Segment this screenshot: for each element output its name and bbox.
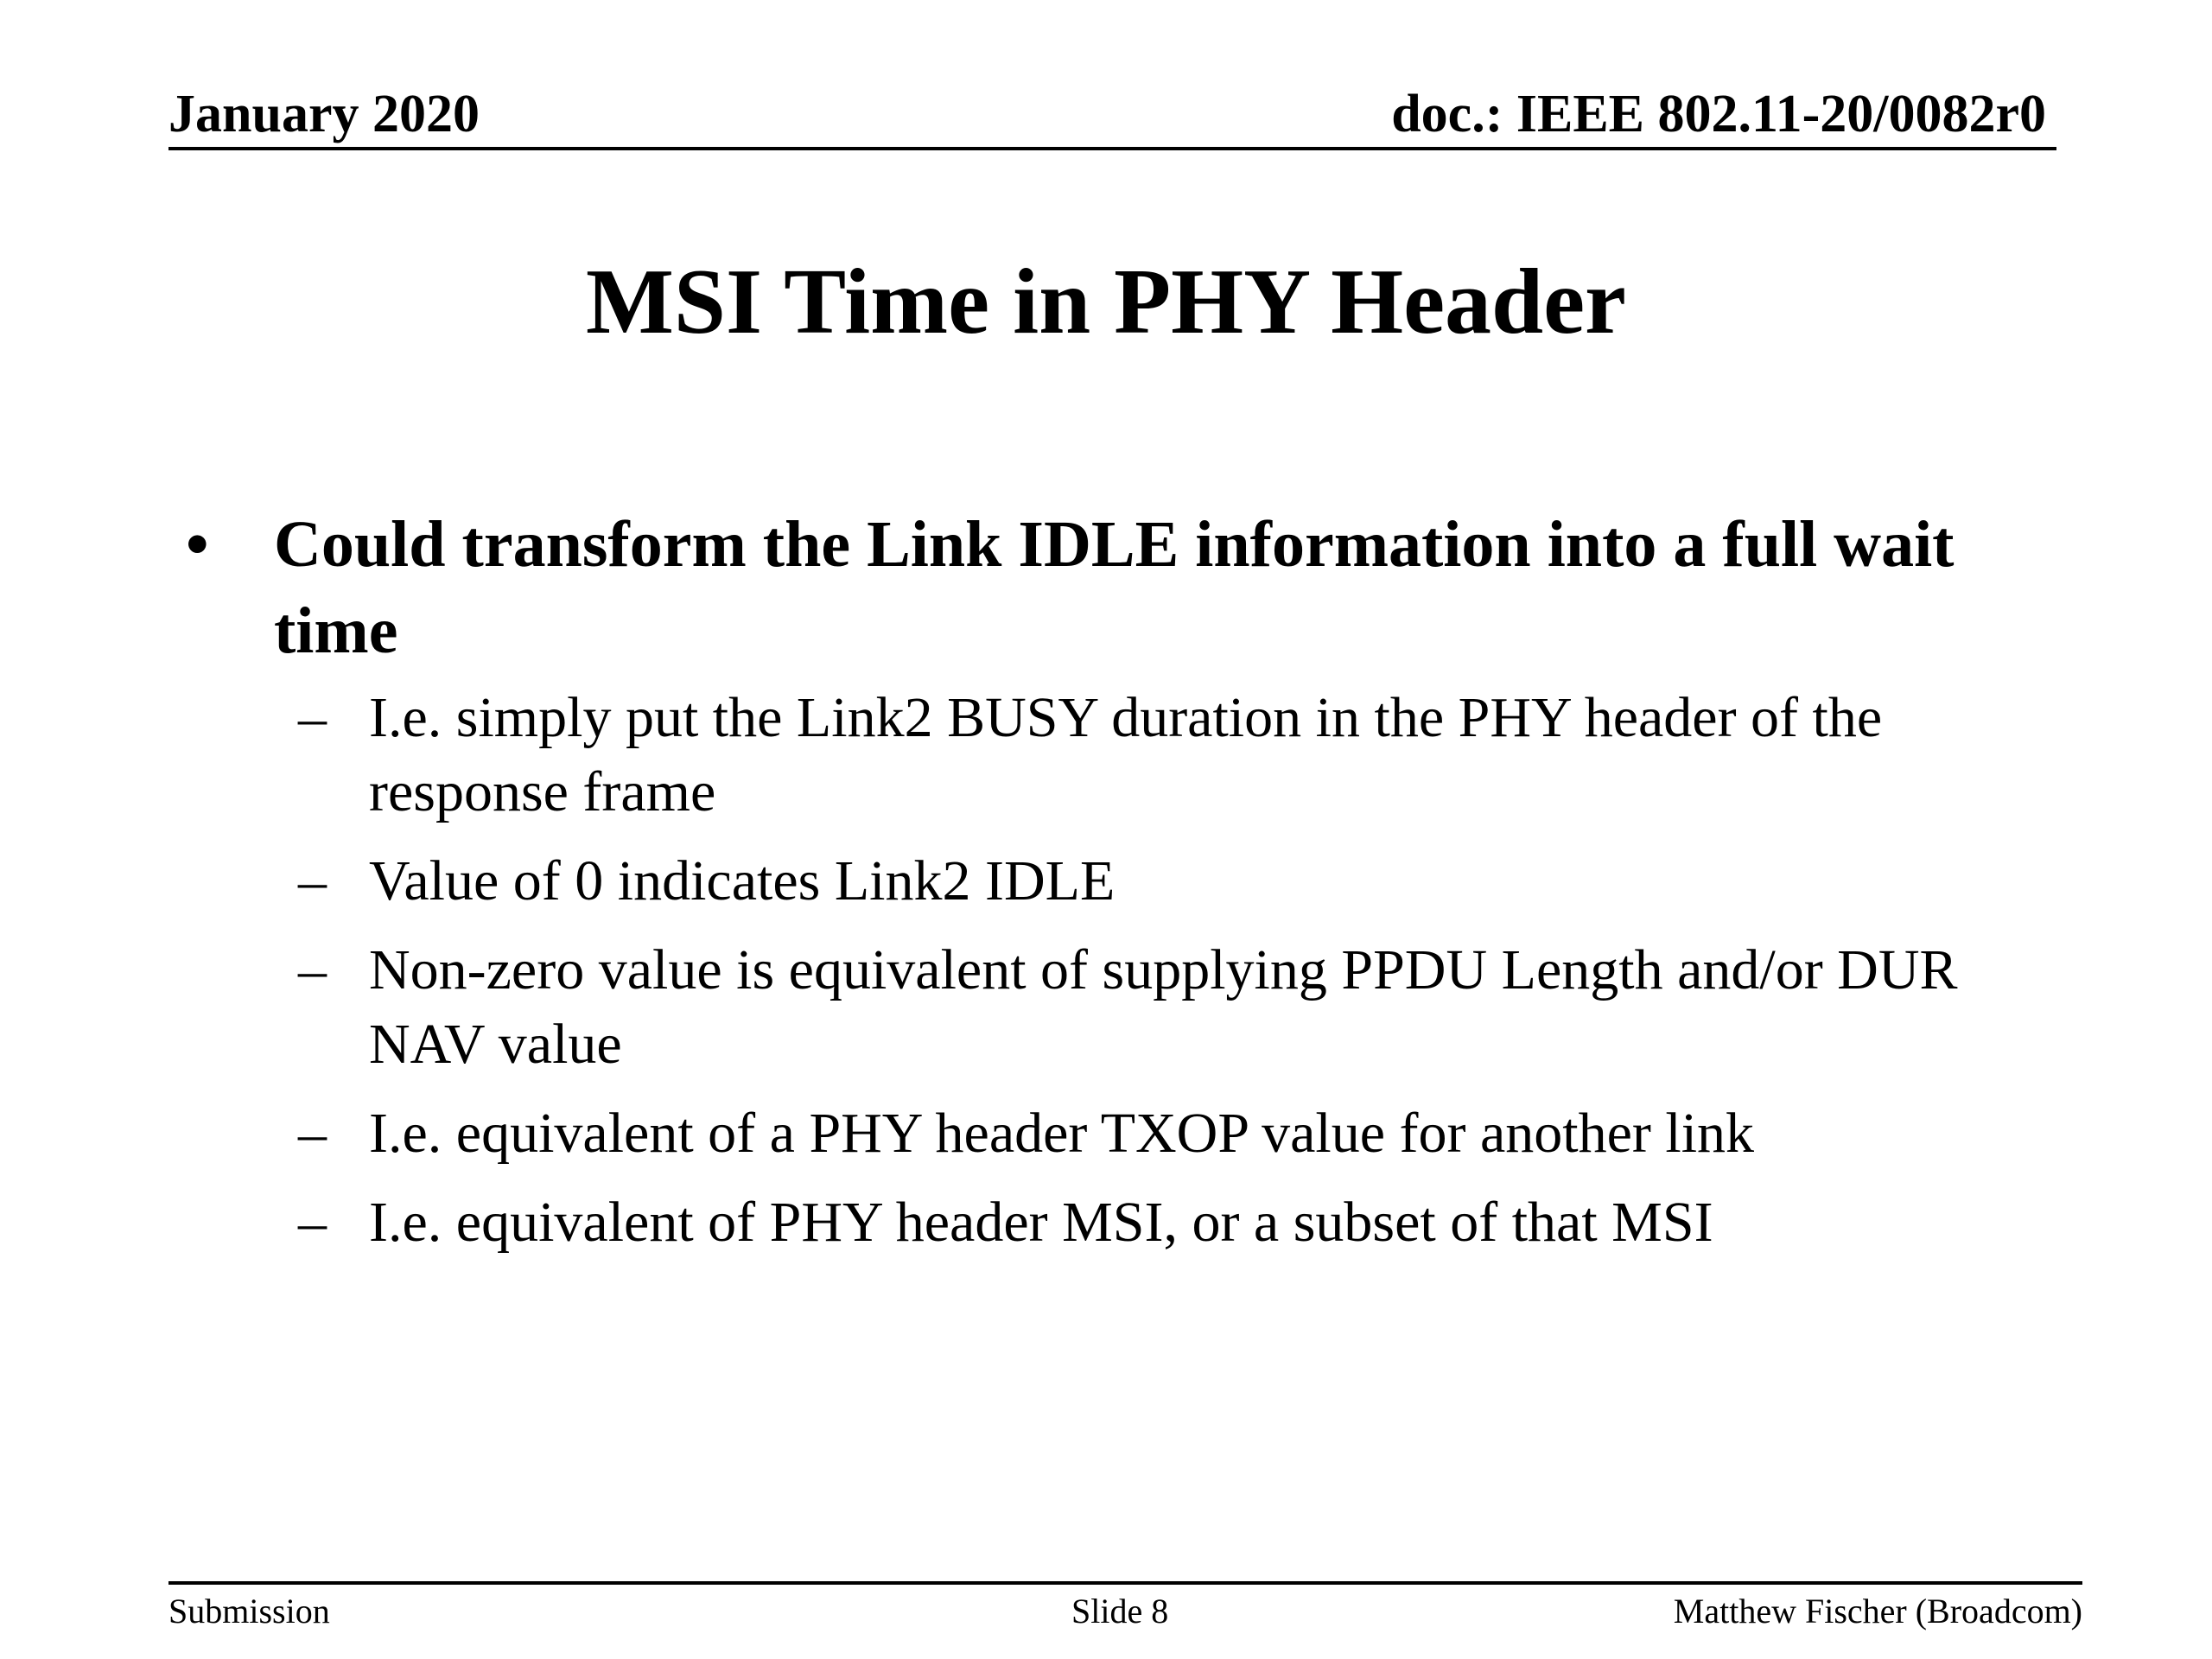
sub-bullet-text: I.e. equivalent of a PHY header TXOP value for another link	[369, 1102, 1755, 1165]
sub-bullet-item	[186, 1185, 2078, 1260]
sub-bullet-text: Non-zero value is equivalent of supplying PPDU Length and/or DUR NAV value	[369, 938, 1958, 1076]
header-doc-id: doc.: IEEE 802.11-20/0082r0	[1391, 85, 2046, 143]
bullet-marker: •	[186, 508, 209, 581]
sub-bullet-marker: –	[298, 1191, 327, 1254]
sub-bullet-marker: –	[298, 938, 327, 1001]
slide-footer	[168, 1581, 2082, 1637]
footer-slide-number: Slide 8	[1071, 1592, 1169, 1630]
footer-author: Matthew Fischer (Broadcom)	[1673, 1592, 2082, 1630]
sub-bullet-item	[186, 1096, 2078, 1171]
sub-bullet-marker: –	[298, 686, 327, 749]
sub-bullet-marker: –	[298, 849, 327, 912]
footer-submission: Submission	[168, 1592, 330, 1630]
slide-title: MSI Time in PHY Header	[586, 251, 1626, 353]
sub-bullet-text: Value of 0 indicates Link2 IDLE	[369, 849, 1116, 912]
sub-bullet-item	[186, 933, 2078, 1082]
slide-body	[186, 501, 2078, 1274]
sub-bullet-item	[186, 681, 2078, 830]
bullet-item	[186, 501, 2078, 674]
slide-header	[168, 82, 2056, 150]
bullet-text: Could transform the Link IDLE information into a full wait time	[274, 508, 1955, 667]
header-date: January 2020	[168, 85, 480, 143]
sub-bullet-marker: –	[298, 1102, 327, 1165]
sub-bullet-text: I.e. equivalent of PHY header MSI, or a subset of that MSI	[369, 1191, 1713, 1254]
sub-bullet-item	[186, 844, 2078, 918]
sub-bullet-text: I.e. simply put the Link2 BUSY duration in the PHY header of the response frame	[369, 686, 1883, 823]
